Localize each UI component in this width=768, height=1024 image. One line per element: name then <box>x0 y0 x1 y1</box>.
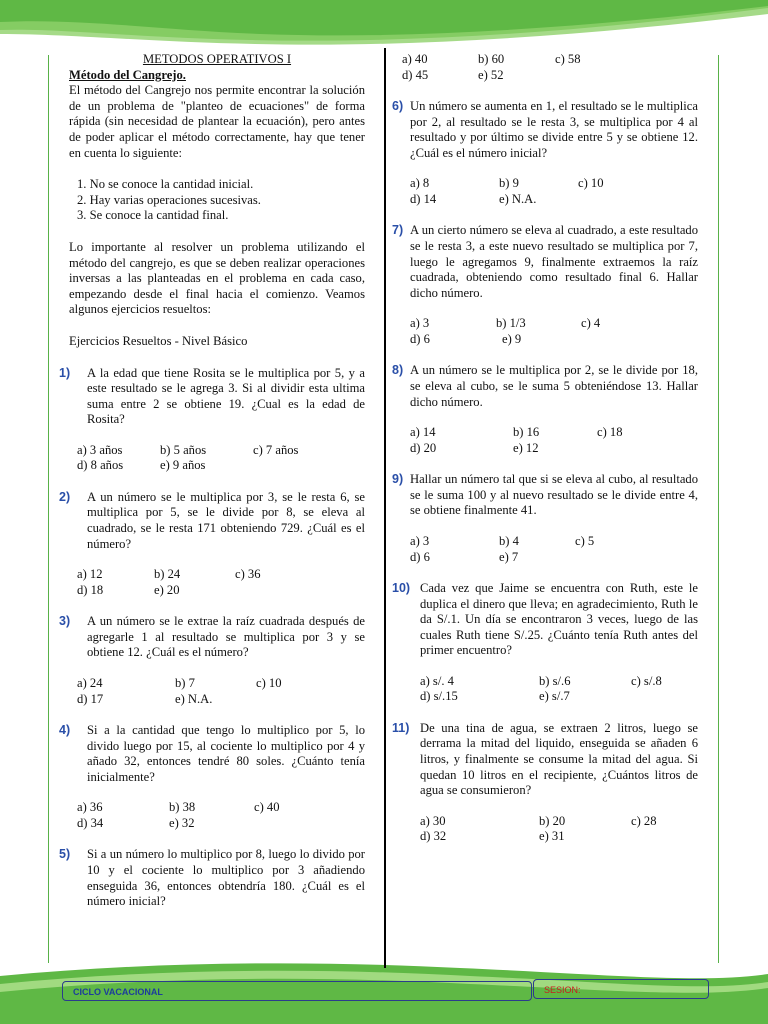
question-number: 8) <box>392 363 404 378</box>
question-6 <box>392 99 698 161</box>
options-9 <box>410 534 698 565</box>
question-8 <box>392 363 698 410</box>
option: a) 8 <box>410 176 430 191</box>
option: e) 52 <box>478 67 504 82</box>
option: b) 7 <box>175 676 195 691</box>
option: b) 16 <box>513 425 540 440</box>
section-heading: Ejercicios Resueltos - Nivel Básico <box>69 333 248 348</box>
question-text: Hallar un número tal que si se eleva al cubo, al resultado se le suma 100 y al nuevo resultado se le divide entre 4, se obtiene finalmente 41. <box>410 472 698 518</box>
question-number: 2) <box>59 489 71 504</box>
option: b) 24 <box>154 567 181 582</box>
option: b) 1/3 <box>496 316 526 331</box>
list-item: 2. Hay varias operaciones sucesivas. <box>77 192 261 207</box>
question-number: 10) <box>392 580 411 595</box>
question-text: A un cierto número se eleva al cuadrado, a este resultado se le resta 3, a este nuevo resultado se multiplica por 7, luego le agregamos 9, finalmente extraemos la raíz cuadrada, obteniendo como resultado final 6. Hallar dicho número. <box>410 223 698 300</box>
options-7 <box>410 316 698 347</box>
page-title: METODOS OPERATIVOS I <box>142 52 292 66</box>
option: b) 5 años <box>160 442 207 457</box>
question-1 <box>59 365 365 428</box>
question-4 <box>59 723 365 785</box>
question-number: 7) <box>392 223 404 238</box>
option: c) 36 <box>235 567 261 582</box>
option: d) 17 <box>77 691 104 706</box>
list-item: 3. Se conoce la cantidad final. <box>77 208 229 223</box>
option: b) s/.6 <box>539 673 571 688</box>
option: e) N.A. <box>175 691 213 706</box>
list-item: 1. No se conoce la cantidad inicial. <box>77 177 254 192</box>
option: d) 45 <box>402 67 429 82</box>
option: e) 31 <box>539 829 565 844</box>
right-column <box>392 52 698 845</box>
option: c) 5 <box>575 533 595 548</box>
option: a) 40 <box>402 52 428 66</box>
option: a) 3 <box>410 316 430 331</box>
option: e) 9 años <box>160 458 206 473</box>
note-paragraph: Lo importante al resolver un problema utilizando el método del cangrejo, es que se deben realizar operaciones inversas a las planteadas en el problema en cada caso, empezando desde el final hacia el comienzo. Veamos algunos ejercicios resueltos: <box>69 239 365 317</box>
options-11 <box>420 814 698 845</box>
question-number: 9) <box>392 472 404 487</box>
option: e) N.A. <box>499 191 537 206</box>
option: d) 6 <box>410 331 430 346</box>
left-margin-line <box>48 55 49 963</box>
question-text: A un número se le multiplica por 2, se le divide por 18, se eleva al cubo, se le suma 5 obteniéndose 13. Hallar dicho número. <box>410 363 698 409</box>
question-text: Si a un número lo multiplico por 8, luego lo divido por 10 y el cociente lo multiplico por 3 añadiendo enseguida 36, entonces obtendría 180. ¿Cuál es el número inicial? <box>87 847 365 909</box>
question-5 <box>59 847 365 909</box>
option: d) s/.15 <box>420 689 458 704</box>
option: d) 6 <box>410 549 430 564</box>
question-3 <box>59 614 365 661</box>
option: d) 20 <box>410 440 437 455</box>
option: b) 60 <box>478 52 505 66</box>
question-text: A un número se le extrae la raíz cuadrada después de agregarle 1 al resultado se multiplica por 3 y se obtiene 12. ¿Cuál es el número? <box>87 614 365 660</box>
footer-session-label: SESION: <box>533 979 709 999</box>
question-11 <box>392 721 698 799</box>
option: e) 12 <box>513 440 539 455</box>
option: a) 30 <box>420 813 446 828</box>
question-number: 6) <box>392 99 404 113</box>
option: b) 20 <box>539 813 566 828</box>
option: c) 10 <box>256 676 282 691</box>
option: a) s/. 4 <box>420 673 454 688</box>
option: e) 7 <box>499 549 519 564</box>
question-text: De una tina de agua, se extraen 2 litros, luego se derrama la mitad del liquido, enseguida se añaden 6 litros, y finalmente se consume la mitad del agua. Si quedan 10 litros en el recipiente, ¿Cuántos litros de agua se consumieron? <box>420 720 698 798</box>
question-text: A la edad que tiene Rosita se le multiplica por 5, y a este resultado se le agrega 3. Si al dividir esta ultima suma entre 2 se obtiene 19. ¿Cual es la edad de Rosita? <box>87 365 365 427</box>
intro-paragraph: El método del Cangrejo nos permite encontrar la solución de un problema de "planteo de ecuaciones" de forma rápida (sin necesidad de plantear la ecuación), pero antes de poder aplicar el método correctamente, hay que tener en cuenta lo siguiente: <box>69 83 365 160</box>
question-text: Si a la cantidad que tengo lo multiplico por 5, lo divido luego por 15, al cociente lo multiplico por 4 y añado 32, entonces tendré 80 soles. ¿Cuánto tenía inicialmente? <box>87 723 365 784</box>
option: c) 40 <box>254 800 280 815</box>
option: d) 18 <box>77 582 104 597</box>
option: c) 28 <box>631 813 657 828</box>
options-1 <box>77 443 365 474</box>
question-7 <box>392 223 698 301</box>
option: c) 4 <box>581 316 601 331</box>
question-text: Un número se aumenta en 1, el resultado se le multiplica por 2, al resultado se le resta 3, se multiplica por 4 al resultado y por último se divide entre 5 y se obtiene 12. ¿Cuál es el número inicial? <box>410 99 698 160</box>
section-subtitle: Método del Cangrejo. <box>69 67 186 82</box>
column-divider <box>384 48 386 968</box>
option: d) 34 <box>77 816 104 830</box>
question-number: 11) <box>392 720 410 735</box>
options-8 <box>410 425 698 456</box>
options-6 <box>410 176 698 207</box>
footer-cycle-label: CICLO VACACIONAL <box>62 981 532 1001</box>
option: a) 14 <box>410 425 436 440</box>
option: b) 38 <box>169 800 196 815</box>
top-wave-decoration <box>0 0 768 48</box>
question-number: 1) <box>59 365 71 380</box>
right-margin-line <box>718 55 719 963</box>
options-2 <box>77 567 365 598</box>
option: c) 18 <box>597 425 623 440</box>
option: e) 32 <box>169 816 195 830</box>
question-2 <box>59 489 365 552</box>
question-10 <box>392 581 698 659</box>
option: d) 14 <box>410 191 437 206</box>
option: c) 58 <box>555 52 581 66</box>
option: e) s/.7 <box>539 689 570 704</box>
left-column <box>59 52 365 910</box>
question-text: A un número se le multiplica por 3, se le resta 6, se multiplica por 5, se le divide por 8, se eleva al cuadrado, se le resta 171 obteniendo 729. ¿Cuál es el número? <box>87 489 365 551</box>
options-5 <box>402 52 698 83</box>
question-number: 5) <box>59 847 71 862</box>
options-3 <box>77 676 365 707</box>
option: d) 8 años <box>77 458 124 473</box>
question-text: Cada vez que Jaime se encuentra con Ruth, este le duplica el dinero que lleva; en agradecimiento, Ruth le da S/.1. Un día se encontraron 3 veces, luego de las cuales Ruth tiene S/.25. ¿Cuánto tenía Ruth antes del primer encuentro? <box>420 580 698 658</box>
option: e) 20 <box>154 582 180 597</box>
option: b) 4 <box>499 533 519 548</box>
option: c) s/.8 <box>631 673 662 688</box>
conditions-list <box>69 177 365 224</box>
options-4 <box>77 800 365 831</box>
option: a) 12 <box>77 567 103 582</box>
question-9 <box>392 472 698 519</box>
option: c) 10 <box>578 176 604 191</box>
option: c) 7 años <box>253 442 299 457</box>
option: d) 32 <box>420 829 447 844</box>
option: a) 3 años <box>77 442 123 457</box>
option: a) 36 <box>77 800 103 815</box>
option: a) 3 <box>410 533 430 548</box>
option: e) 9 <box>502 331 522 346</box>
option: b) 9 <box>499 176 519 191</box>
options-10 <box>420 674 698 705</box>
question-number: 4) <box>59 723 71 738</box>
option: a) 24 <box>77 676 103 691</box>
question-number: 3) <box>59 614 71 629</box>
